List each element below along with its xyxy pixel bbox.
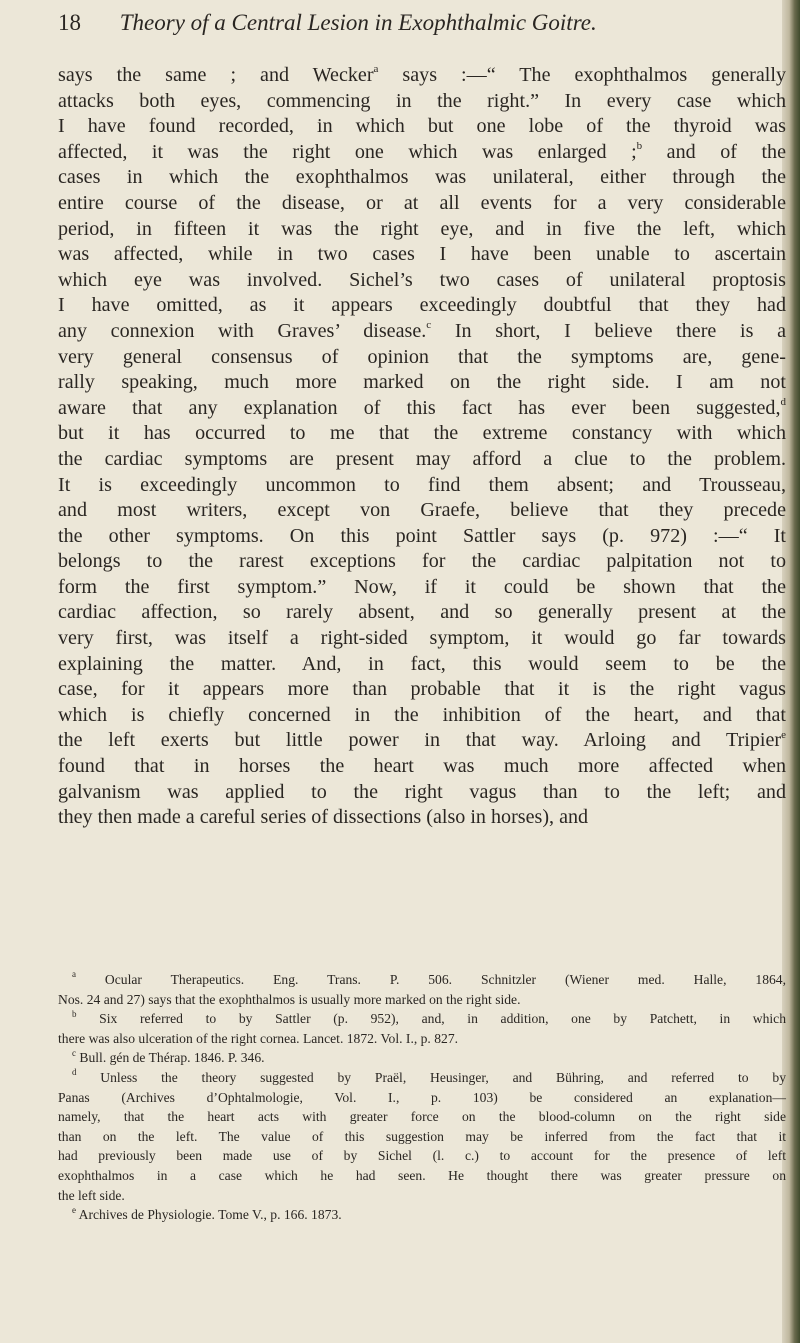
footnote-text: Ocular Therapeutics. Eng. Trans. P. 506. Schnitzler (Wiener med. Halle, 1864, <box>76 972 786 987</box>
body-line-text: In short, I believe there is a <box>431 319 786 342</box>
body-line-text: affected, it was the right one which was enlarged ; <box>58 140 637 163</box>
footnote-text: Six referred to by Sattler (p. 952), and, in addition, one by Patchett, in which <box>76 1011 786 1027</box>
body-line <box>58 421 786 447</box>
body-line-text: form the first symptom.” Now, if it could be shown that the <box>58 575 786 598</box>
footnote-text: Bull. gén de Thérap. 1846. P. 346. <box>76 1050 265 1066</box>
body-line <box>58 524 786 550</box>
footnote-text: had previously been made use of by Sichel (l. c.) to account for the presence of left <box>58 1148 786 1164</box>
body-line <box>58 140 786 166</box>
body-line <box>58 805 786 831</box>
page-header <box>58 10 778 50</box>
footnote-marker: d <box>780 396 786 409</box>
body-line <box>58 780 786 806</box>
body-line-text: attacks both eyes, commencing in the right.” In every case which <box>58 89 786 112</box>
footnote-text: exophthalmos in a case which he had seen. He thought there was greater pressure on <box>58 1167 786 1183</box>
body-line <box>58 754 786 780</box>
body-line-text: case, for it appears more than probable that it is the right vagus <box>58 678 786 701</box>
footnote-line <box>58 1088 786 1108</box>
footnote-line <box>58 1146 786 1166</box>
body-line-text: the other symptoms. On this point Sattler says (p. 972) :—“ It <box>58 524 786 547</box>
body-line-text: period, in fifteen it was the right eye, and in five the left, which <box>58 217 786 240</box>
body-line-text: any connexion with Graves’ disease. <box>58 319 427 342</box>
body-line <box>58 728 786 754</box>
footnote-text: Unless the theory suggested by Praël, Heusinger, and Bühring, and referred to by <box>76 1069 786 1085</box>
body-line-text: I have found recorded, in which but one lobe of the thyroid was <box>58 115 786 138</box>
body-line-text: galvanism was applied to the right vagus than to the left; and <box>58 780 786 803</box>
body-line <box>58 473 786 499</box>
body-line-text: the left exerts but little power in that way. Arloing and Tripier <box>58 729 782 752</box>
footnote-line <box>58 990 786 1010</box>
body-line-text: but it has occurred to me that the extreme constancy with which <box>58 422 786 445</box>
body-line <box>58 652 786 678</box>
body-line-text: they then made a careful series of dissections (also in horses), and <box>58 806 589 829</box>
footnote-line <box>58 1166 786 1186</box>
footnote-marker: a <box>373 63 379 76</box>
body-line-text: cardiac affection, so rarely absent, and so generally present at the <box>58 601 786 624</box>
body-line <box>58 293 786 319</box>
body-line-text: says :—“ The exophthalmos generally <box>378 64 786 86</box>
body-line <box>58 114 786 140</box>
body-line <box>58 165 786 191</box>
body-line-text: which eye was involved. Sichel’s two cases of unilateral proptosis <box>58 268 786 291</box>
footnote-line <box>58 1205 786 1225</box>
body-line <box>58 396 786 422</box>
footnote-line <box>58 1009 786 1029</box>
footnote-marker: b <box>636 140 643 153</box>
footnote-text: than on the left. The value of this suggestion may be inferred from the fact that it <box>58 1128 786 1144</box>
body-line <box>58 319 786 345</box>
body-line <box>58 549 786 575</box>
footnote-line <box>58 1048 786 1068</box>
running-title: Theory of a Central Lesion in Exophthalmic Goitre. <box>119 10 597 35</box>
footnote-line <box>58 1127 786 1147</box>
body-line-text: and of the <box>642 140 786 163</box>
footnote-marker: a <box>72 969 76 980</box>
footnote-marker: c <box>426 319 432 332</box>
body-line-text: entire course of the disease, or at all events for a very considerable <box>58 191 786 214</box>
body-line <box>58 447 786 473</box>
body-line-text: I have omitted, as it appears exceedingly doubtful that they had <box>58 294 786 317</box>
body-text <box>58 63 786 831</box>
footnote-text: the left side. <box>58 1187 125 1203</box>
body-line <box>58 345 786 371</box>
body-line-text: was affected, while in two cases I have been unable to ascertain <box>58 243 786 266</box>
body-line <box>58 677 786 703</box>
footnote-marker: c <box>72 1047 76 1058</box>
footnote-line <box>58 1029 786 1049</box>
body-line <box>58 191 786 217</box>
body-line <box>58 89 786 115</box>
body-line-text: found that in horses the heart was much more affected when <box>58 755 786 778</box>
body-line-text: which is chiefly concerned in the inhibition of the heart, and that <box>58 703 786 726</box>
body-line <box>58 217 786 243</box>
body-line <box>58 626 786 652</box>
footnote-line <box>58 1068 786 1088</box>
body-line <box>58 575 786 601</box>
body-line-text: very first, was itself a right-sided symptom, it would go far towards <box>58 627 786 650</box>
body-line-text: the cardiac symptoms are present may afford a clue to the problem. <box>58 447 786 470</box>
body-line <box>58 703 786 729</box>
footnote-text: Panas (Archives d’Ophtalmologie, Vol. I., p. 103) be considered an explanation— <box>58 1089 786 1105</box>
body-line-text: It is exceedingly uncommon to find them absent; and Trousseau, <box>58 473 786 496</box>
body-line-text: rally speaking, much more marked on the right side. I am not <box>58 371 786 394</box>
footnote-text: Nos. 24 and 27) says that the exophthalmos is usually more marked on the right side. <box>58 991 521 1007</box>
page-number: 18 <box>58 10 81 35</box>
footnote-text: Archives de Physiologie. Tome V., p. 166. 1873. <box>76 1207 342 1223</box>
footnote-text: there was also ulceration of the right cornea. Lancet. 1872. Vol. I., p. 827. <box>58 1030 459 1046</box>
body-line <box>58 242 786 268</box>
footnotes <box>58 970 786 1225</box>
body-line <box>58 498 786 524</box>
footnote-marker: e <box>781 728 786 741</box>
footnote-text: namely, that the heart acts with greater force on the blood-column on the right side <box>58 1109 786 1125</box>
body-line-text: and most writers, except von Graefe, believe that they precede <box>58 499 786 522</box>
body-line-text: explaining the matter. And, in fact, this would seem to be the <box>58 652 786 675</box>
footnote-marker: b <box>72 1008 77 1019</box>
body-line <box>58 370 786 396</box>
body-line <box>58 600 786 626</box>
body-line-text: very general consensus of opinion that the symptoms are, gene- <box>58 345 786 368</box>
footnote-marker: e <box>72 1204 76 1215</box>
body-line-text: aware that any explanation of this fact has ever been suggested, <box>58 396 781 419</box>
footnote-line <box>58 1107 786 1127</box>
footnote-marker: d <box>72 1067 77 1078</box>
footnote-line <box>58 970 786 990</box>
body-line <box>58 63 786 89</box>
footnote-line <box>58 1186 786 1206</box>
body-line-text: says the same ; and Wecker <box>58 64 374 86</box>
body-line <box>58 268 786 294</box>
body-line-text: cases in which the exophthalmos was unilateral, either through the <box>58 166 786 189</box>
body-line-text: belongs to the rarest exceptions for the cardiac palpitation not to <box>58 550 786 573</box>
